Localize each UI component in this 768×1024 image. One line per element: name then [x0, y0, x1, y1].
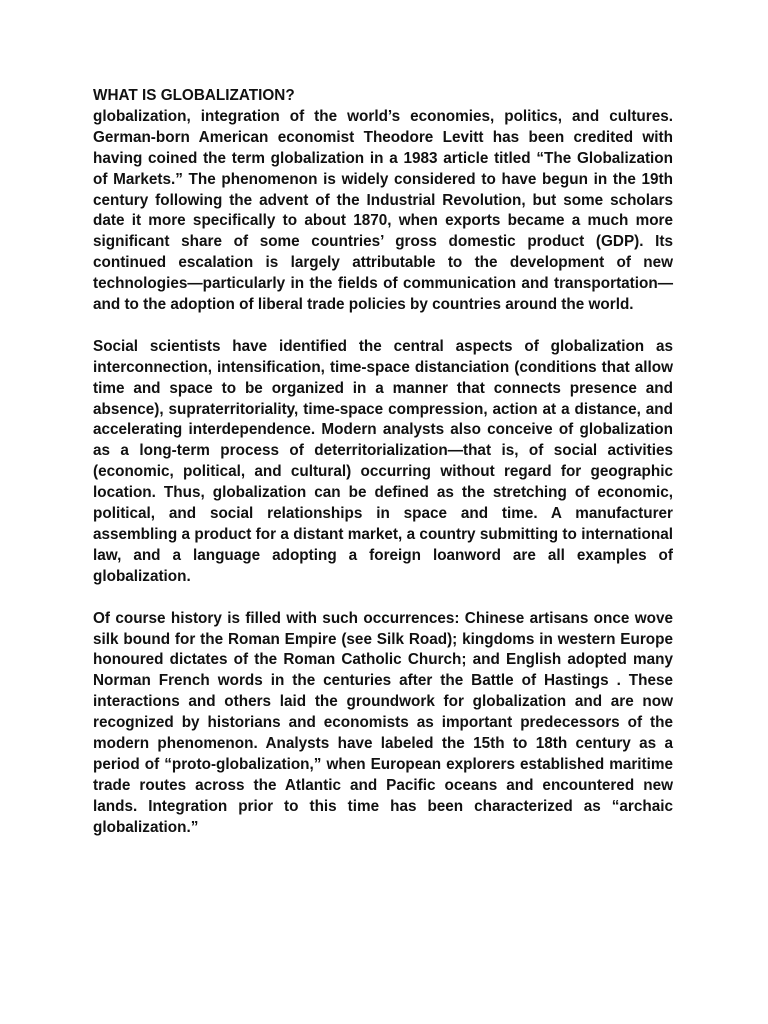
document-heading: WHAT IS GLOBALIZATION?: [93, 87, 295, 104]
paragraph-history: Of course history is filled with such occurrences: Chinese artisans once wove silk bound for the Roman Empire (see Silk Road); kingdoms in western Europe honoured dictates of the Roman Catholic Church; and English adopted many Norman French words in the centuries after the Battle of Hastings . These interactions and others laid the groundwork for globalization and are now recognized by historians and economists as important predecessors of the modern phenomenon. Analysts have labeled the 15th to 18th century as a period of “proto-globalization,” when European explorers established maritime trade routes across the Atlantic and Pacific oceans and encountered new lands. Integration prior to this time has been characterized as “archaic globalization.”: [93, 609, 673, 836]
paragraph-social-scientists: Social scientists have identified the central aspects of globalization as interconnection, intensification, time-space distanciation (conditions that allow time and space to be organized in a manner that connects presence and absence), supraterritoriality, time-space compression, action at a distance, and accelerating interdependence. Modern analysts also conceive of globalization as a long-term process of deterritorialization—that is, of social activities (economic, political, and cultural) occurring without regard for geographic location. Thus, globalization can be defined as the stretching of economic, political, and social relationships in space and time. A manufacturer assembling a product for a distant market, a country submitting to international law, and a language adopting a foreign loanword are all examples of globalization.: [93, 337, 673, 585]
document-page: [93, 86, 673, 839]
paragraph-definition: globalization, integration of the world’s economies, politics, and cultures. German-born American economist Theodore Levitt has been credited with having coined the term globalization in a 1983 article titled “The Globalization of Markets.” The phenomenon is widely considered to have begun in the 19th century following the advent of the Industrial Revolution, but some scholars date it more specifically to about 1870, when exports became a much more significant share of some countries’ gross domestic product (GDP). Its continued escalation is largely attributable to the development of new technologies—particularly in the fields of communication and transportation—and to the adoption of liberal trade policies by countries around the world.: [93, 107, 673, 314]
